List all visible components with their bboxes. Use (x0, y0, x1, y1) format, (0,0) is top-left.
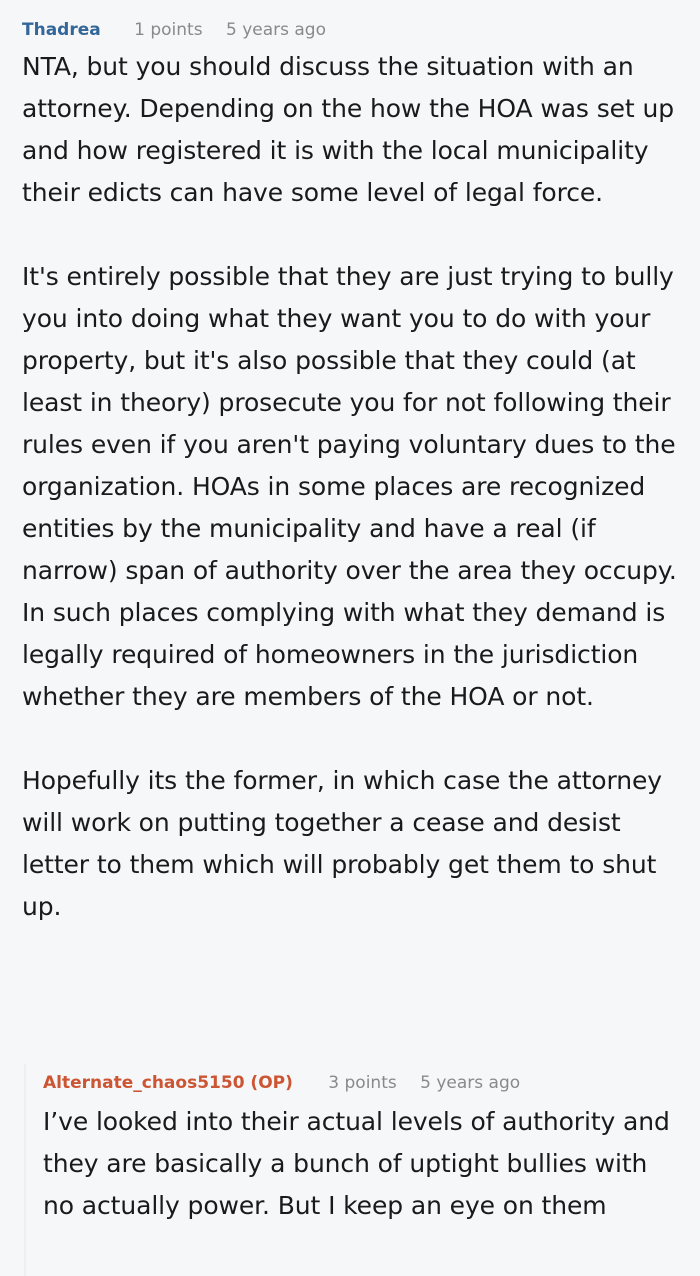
reply-timestamp[interactable]: 5 years ago (420, 1073, 521, 1093)
comment-meta (22, 18, 682, 42)
reply-comment (24, 1064, 700, 1276)
reply-content (43, 1071, 683, 1227)
reply-paragraph: I’ve looked into their actual levels of authority and they are basically a bunch of uptight bullies with no actually power. But I keep an eye on them (43, 1107, 670, 1220)
comment-body (22, 46, 682, 928)
comment-paragraph: NTA, but you should discuss the situation with an attorney. Depending on the how the HOA was set up and how registered it is with the local municipality their edicts can have some level of legal force. (22, 52, 674, 207)
comment-timestamp[interactable]: 5 years ago (225, 20, 327, 40)
reply-author-link[interactable]: Alternate_chaos5150 (OP) (43, 1073, 293, 1093)
comment-points: 1 points (134, 20, 203, 40)
reply-meta (43, 1071, 683, 1095)
reply-body (43, 1101, 683, 1227)
comment-paragraph: It's entirely possible that they are just trying to bully you into doing what they want you to do with your property, but it's also possible that they could (at least in theory) prosecute you for not following their rules even if you aren't paying voluntary dues to the organization. HOAs in some places are recognized entities by the municipality and have a real (if narrow) span of authority over the area they occupy. In such places complying with what they demand is legally required of homeowners in the jurisdiction whether they are members of the HOA or not. (22, 262, 677, 711)
comment-author-link[interactable]: Thadrea (22, 20, 101, 40)
reply-points: 3 points (328, 1073, 397, 1093)
comment (22, 18, 682, 928)
comment-paragraph: Hopefully its the former, in which case the attorney will work on putting together a cease and desist letter to them which will probably get them to shut up. (22, 766, 662, 921)
